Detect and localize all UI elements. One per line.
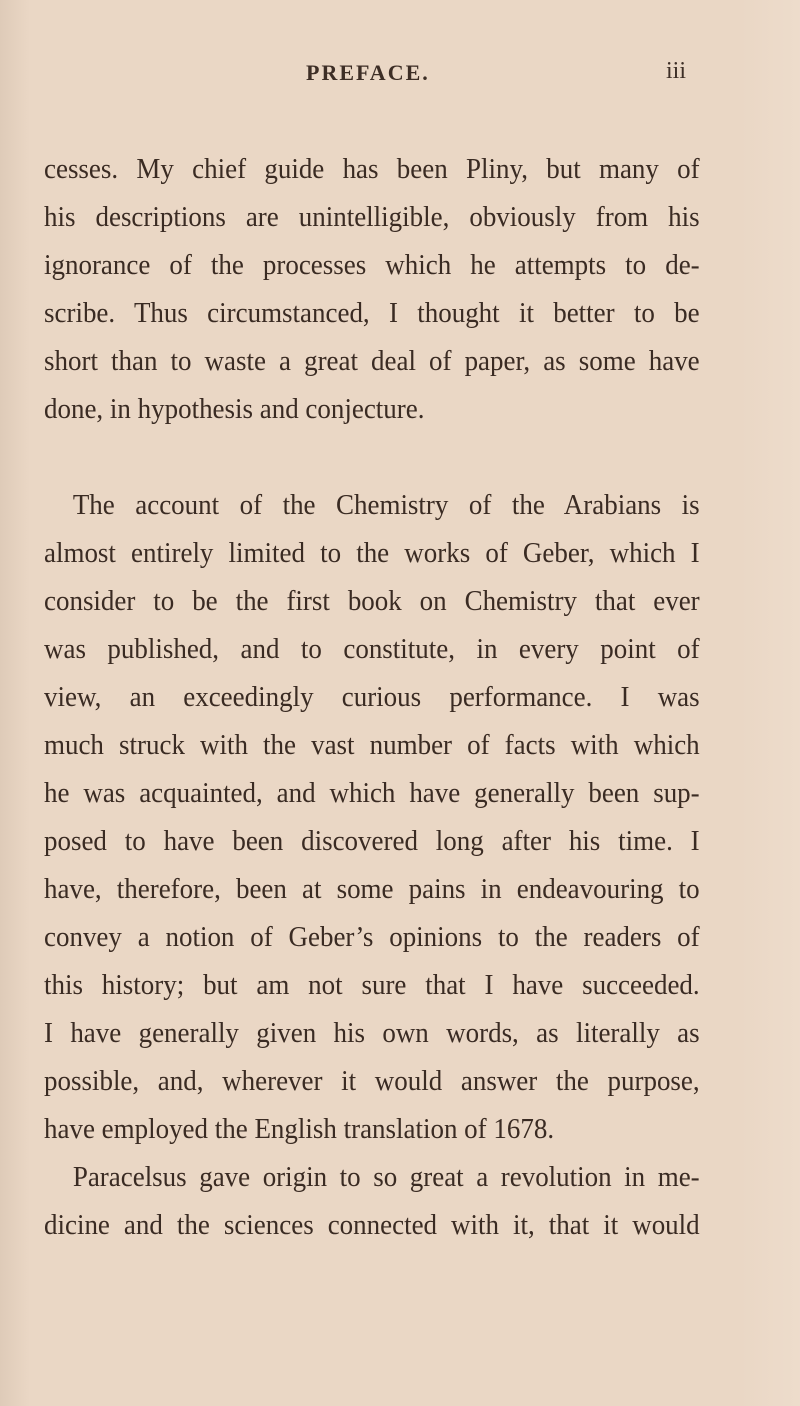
text-line: ignorance of the processes which he attempts to de- [44,249,700,281]
text-line: possible, and, wherever it would answer the purpose, [44,1065,700,1097]
running-title: PREFACE. [306,60,430,85]
text-line: cesses. My chief guide has been Pliny, but many of [44,153,700,185]
text-line: The account of the Chemistry of the Arabians is [72,489,700,521]
page-number: iii [666,58,687,84]
text-line: done, in hypothesis and conjecture. [44,393,425,425]
text-line: Paracelsus gave origin to so great a revolution in me- [72,1161,700,1193]
body-text [44,145,700,1249]
text-line: was published, and to constitute, in every point of [44,633,700,665]
text-line: I have generally given his own words, as literally as [44,1017,700,1049]
text-line: scribe. Thus circumstanced, I thought it better to be [44,297,700,329]
text-line: convey a notion of Geber’s opinions to the readers of [44,921,700,953]
running-head [0,0,800,100]
text-line: this history; but am not sure that I have succeeded. [44,969,700,1001]
text-line: posed to have been discovered long after his time. I [44,825,700,857]
paragraph-1 [44,145,700,433]
text-line: dicine and the sciences connected with it, that it would [44,1209,700,1241]
text-line: his descriptions are unintelligible, obviously from his [44,201,700,233]
text-line: view, an exceedingly curious performance. I was [44,681,700,713]
text-line: almost entirely limited to the works of Geber, which I [44,537,700,569]
text-line: he was acquainted, and which have generally been sup- [44,777,700,809]
text-line: short than to waste a great deal of paper, as some have [44,345,700,377]
paragraph-gap [44,433,700,481]
paragraph-2 [44,481,700,1153]
text-line: have employed the English translation of 1678. [44,1113,555,1145]
paragraph-3 [44,1153,700,1249]
text-line: have, therefore, been at some pains in endeavouring to [44,873,700,905]
text-line: consider to be the first book on Chemistry that ever [44,585,700,617]
text-line: much struck with the vast number of facts with which [44,729,700,761]
